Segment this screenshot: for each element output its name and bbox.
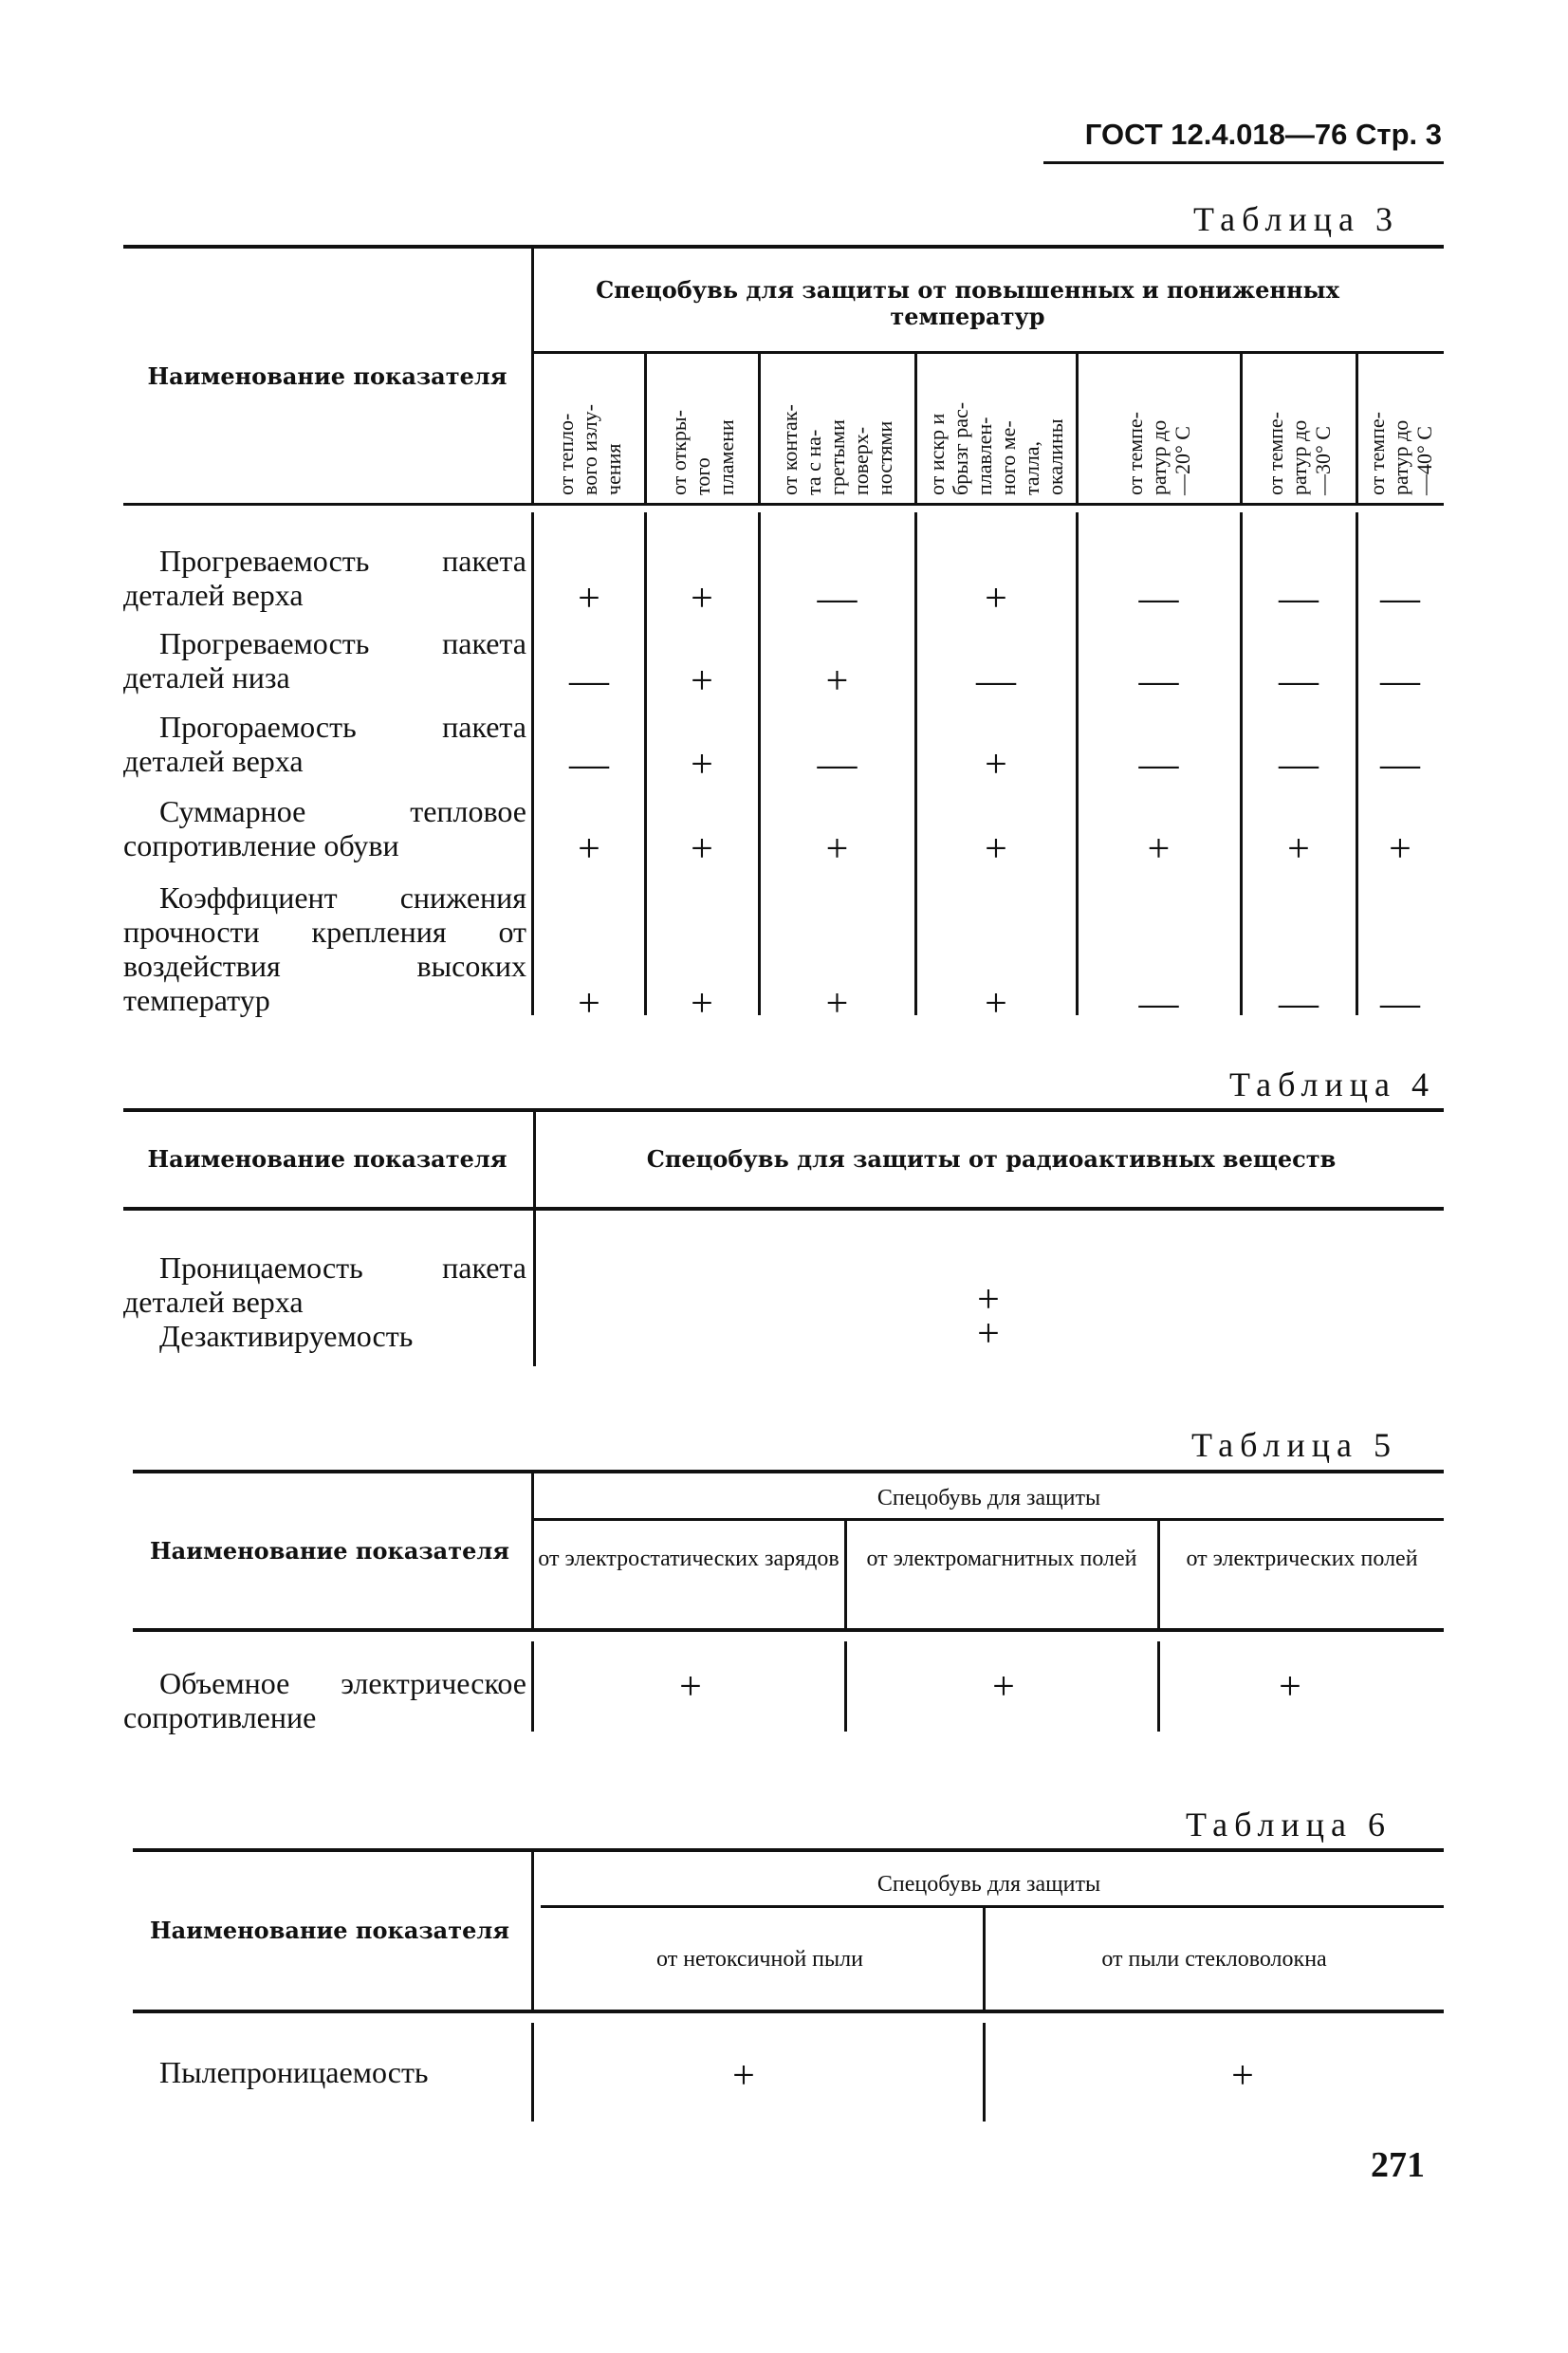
table3-column-label-line: поверх- [849, 426, 873, 495]
table3-col-divider [1076, 354, 1079, 503]
table3-value: — [569, 659, 609, 703]
table4-caption: Таблица 4 [1229, 1065, 1435, 1103]
table3-column-header [554, 404, 625, 495]
table3-body-divider [1076, 512, 1079, 1015]
table3-value: — [1138, 577, 1179, 621]
table3-column-label-line: от темпе- [1123, 412, 1147, 495]
table6-column-header: от нетоксичной пыли [656, 1947, 863, 1972]
table3-value: — [1279, 982, 1319, 1026]
table3-value: — [976, 659, 1016, 703]
table3-row-header: Наименование показателя [147, 362, 507, 391]
table3-column-label-line: ностями [873, 420, 896, 495]
table3-row-name: Коэффициент снижения прочности крепления от воздействия высоких температур [123, 880, 526, 1017]
table3-column-header [667, 410, 738, 495]
table3-column-label-line: —40° С [1411, 426, 1436, 495]
table3-value: — [1380, 577, 1420, 621]
table3-value: + [825, 827, 849, 871]
table3-value: + [825, 659, 849, 703]
table3-column-label-line: вого излу- [577, 404, 601, 495]
table3-value: + [985, 827, 1007, 871]
table3-value: — [569, 743, 609, 787]
table3-column-label-line: ного ме- [996, 420, 1020, 495]
table3-value: + [578, 982, 600, 1026]
table4-value: + [977, 1312, 1000, 1356]
table5-column-header [536, 1547, 841, 1571]
table3-column-label-line: та с на- [802, 429, 825, 495]
table4-row-name: Проницаемость пакета деталей верха [123, 1251, 526, 1319]
table3-body-divider [1356, 512, 1358, 1015]
table3-body-divider [758, 512, 761, 1015]
table5-column-header [1162, 1547, 1442, 1571]
table3-body-divider [531, 512, 534, 1015]
table3-column-label-line: ратур до [1286, 419, 1311, 495]
table6-group-header: Спецобувь для защиты [876, 1872, 1101, 1897]
table3-row-name: Суммарное тепловое сопротивление обуви [123, 794, 526, 862]
table3-body-divider [914, 512, 917, 1015]
table3-head-rule [123, 503, 1444, 506]
table6-body-divider [531, 2023, 534, 2121]
table4-row-header: Наименование показателя [147, 1145, 507, 1174]
table5-column-label: от электростатических зарядов [538, 1547, 839, 1571]
table6-row-name: Пылепроницаемость [159, 2055, 429, 2089]
table3-value: — [1380, 982, 1420, 1026]
table3-column-label-line: —20° С [1171, 426, 1194, 495]
table5-column-label: от электромагнитных полей [866, 1547, 1137, 1571]
table4-value: + [977, 1278, 1000, 1322]
table3-value: + [691, 659, 713, 703]
table3-column-header [778, 404, 896, 495]
table3-value: + [691, 743, 713, 787]
table3-value: + [985, 982, 1007, 1026]
table5-value: + [1279, 1665, 1301, 1709]
table3-column-label-line: от темпе- [1364, 412, 1389, 495]
page-number: 271 [1371, 2145, 1425, 2185]
table3-value: + [691, 982, 713, 1026]
table3-column-label-line: ратур до [1147, 419, 1171, 495]
table3-value: + [578, 827, 600, 871]
table6-body-divider [983, 2023, 986, 2121]
header-rule [1043, 161, 1444, 164]
table3-column-label-line: брызг рас- [949, 401, 972, 495]
table3-column-header [1264, 412, 1335, 495]
table3-name-divider [531, 249, 534, 505]
table5-group-rule [533, 1518, 1444, 1521]
table3-value: + [691, 577, 713, 621]
table3-value: — [817, 743, 858, 787]
table6-row-header: Наименование показателя [149, 1917, 510, 1945]
table6-group-rule [541, 1905, 1444, 1908]
table3-column-label-line: ратур до [1388, 419, 1412, 495]
table3-body-divider [1240, 512, 1243, 1015]
table3-group-rule [533, 351, 1444, 354]
document-header [1024, 118, 1442, 152]
table3-column-label-line: от искр и [925, 413, 949, 495]
table5-body-divider [1157, 1641, 1160, 1732]
table3-column-label-line: от контак- [778, 404, 802, 495]
table3-column-label-line: —30° С [1310, 426, 1335, 495]
table3-value: + [691, 827, 713, 871]
table3-value: — [1279, 659, 1319, 703]
page-label: Стр. 3 [1356, 118, 1442, 151]
table3-value: — [817, 577, 858, 621]
table3-column-label-line: от откры- [666, 410, 691, 495]
table5-value: + [679, 1665, 702, 1709]
table5-row-header: Наименование показателя [149, 1536, 510, 1565]
table3-value: — [1279, 743, 1319, 787]
table5-row-name: Объемное электрическое сопротивление [123, 1666, 526, 1734]
table3-column-label-line: талла, [1020, 440, 1043, 495]
table5-col-divider [844, 1521, 847, 1628]
table3-col-divider [758, 354, 761, 503]
table6-col-divider [983, 1908, 986, 2010]
table3-column-label-line: от темпе- [1263, 412, 1287, 495]
table4-row-name: Дезактивируемость [159, 1319, 414, 1353]
table3-column-label-line: пламени [713, 419, 738, 495]
table3-value: + [825, 982, 849, 1026]
table3-row-name: Прогреваемость пакета деталей низа [123, 626, 526, 695]
table5-caption: Таблица 5 [1191, 1426, 1397, 1464]
table3-col-divider [1356, 354, 1358, 503]
table3-col-divider [914, 354, 917, 503]
table3-column-label-line: того [690, 457, 714, 495]
table3-value: + [578, 577, 600, 621]
table3-group-header: Спецобувь для защиты от повышенных и пониженных температур [596, 276, 1339, 330]
table6-value: + [1231, 2054, 1254, 2098]
table5-name-divider [531, 1473, 534, 1628]
table3-value: — [1138, 982, 1179, 1026]
table3-column-header [1365, 412, 1436, 495]
table6-caption: Таблица 6 [1186, 1806, 1392, 1843]
table3-column-header [925, 402, 1067, 495]
table3-column-label-line: гретыми [825, 419, 849, 495]
table5-body-divider [844, 1641, 847, 1732]
table3-value: + [985, 743, 1007, 787]
table3-column-label-line: окалины [1043, 418, 1067, 495]
table5-body-divider [531, 1641, 534, 1732]
table3-col-divider [1240, 354, 1243, 503]
table3-body-divider [644, 512, 647, 1015]
table3-value: + [985, 577, 1007, 621]
table3-value: — [1279, 577, 1319, 621]
table3-column-label-line: плавлен- [972, 417, 996, 495]
table5-group-header: Спецобувь для защиты [876, 1486, 1101, 1510]
table3-value: + [1389, 827, 1411, 871]
table5-column-label: от электрических полей [1186, 1547, 1418, 1571]
standard-number: ГОСТ 12.4.018—76 [1084, 118, 1348, 151]
table6-value: + [732, 2054, 755, 2098]
table5-column-header [849, 1547, 1154, 1571]
table3-caption: Таблица 3 [1193, 200, 1399, 238]
table6-name-divider [531, 1852, 534, 2010]
table5-head-rule [133, 1628, 1444, 1632]
table3-column-label-line: от тепло- [553, 413, 578, 495]
table3-column-header [1123, 412, 1194, 495]
table5-value: + [992, 1665, 1015, 1709]
table4-column-header: Спецобувь для защиты от радиоактивных веществ [646, 1145, 1337, 1174]
table6-head-rule [133, 2010, 1444, 2013]
table3-value: + [1147, 827, 1171, 871]
table3-row-name: Прогораемость пакета деталей верха [123, 710, 526, 778]
table3-value: — [1380, 743, 1420, 787]
table3-value: — [1138, 743, 1179, 787]
table3-value: — [1380, 659, 1420, 703]
table4-head-rule [123, 1207, 1444, 1211]
table3-row-name: Прогреваемость пакета деталей верха [123, 544, 526, 612]
table3-col-divider [644, 354, 647, 503]
table3-column-label-line: чения [600, 443, 625, 495]
table5-col-divider [1157, 1521, 1160, 1628]
table6-column-header: от пыли стекловолокна [1101, 1947, 1327, 1972]
table3-value: — [1138, 659, 1179, 703]
table3-value: + [1287, 827, 1310, 871]
